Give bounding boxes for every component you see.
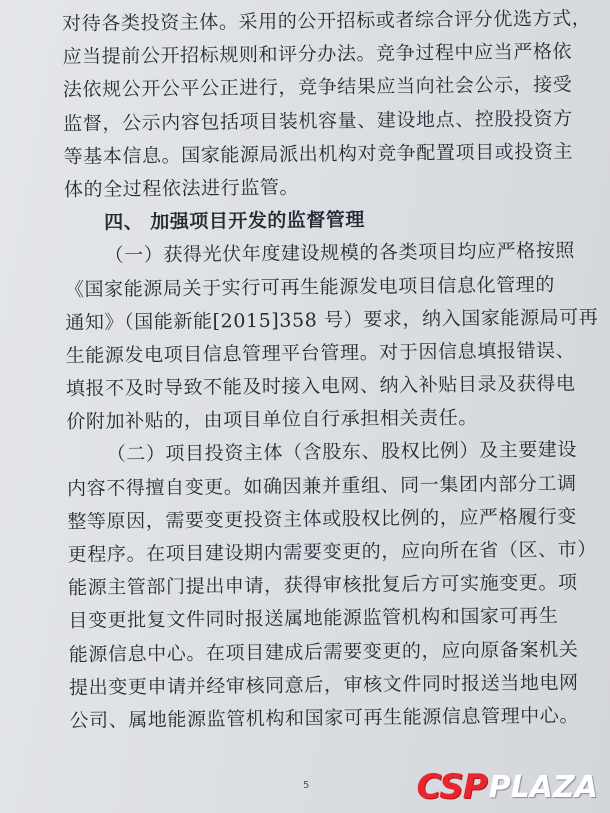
text-line: 《国家能源局关于实行可再生能源发电项目信息化管理的 — [64, 273, 556, 301]
paragraph-start: （一）获得光伏年度建设规模的各类项目均应严格按照 — [104, 239, 576, 267]
text-line: 应当提前公开招标规则和评分办法。竞争过程中应当严格依 — [62, 40, 573, 69]
text-line: 提出变更申请并经审核同意后，审核文件同时报送当地电网 — [69, 671, 579, 699]
text-line: 监督，公示内容包括项目装机容量、建设地点、控股投资方 — [63, 107, 573, 135]
text-line: 内容不得擅自变更。如确因兼并重组、同一集团内部分工调 — [66, 472, 577, 500]
page-number: 5 — [303, 780, 310, 791]
watermark-logo — [417, 767, 598, 807]
text-line: 能源主管部门提出申请，获得审核批复后方可实施变更。项 — [67, 571, 578, 600]
text-line: 体的全过程依法进行监管。 — [63, 176, 300, 201]
paragraph-start: （二）项目投资主体（含股东、股权比例）及主要建设 — [106, 439, 578, 466]
watermark-csp: CSP — [416, 767, 487, 807]
text-line: 能源信息中心。在项目建成后需要变更的，应向原备案机关 — [68, 638, 579, 666]
watermark-plaza: PLAZA — [488, 769, 598, 805]
document-body — [62, 3, 599, 739]
text-line: 等基本信息。国家能源局派出机构对竞争配置项目或投资主 — [63, 140, 574, 168]
text-line: 法依规公开公平公正进行，竞争结果应当向社会公示，接受 — [62, 74, 573, 102]
text-line: 对待各类投资主体。采用的公开招标或者综合评分优选方式， — [62, 7, 592, 35]
text-line: 公司、属地能源监管机构和国家可再生能源信息管理中心。 — [69, 704, 580, 732]
section-heading: 四、 加强项目开发的监督管理 — [104, 208, 365, 234]
text-line: 通知》（国能新能[2015]358 号）要求，纳入国家能源局可再 — [65, 306, 599, 334]
text-line: 更程序。在项目建设期内需要变更的，应向所在省（区、市） — [67, 538, 598, 566]
text-line: 生能源发电项目信息管理平台管理。对于因信息填报错误、 — [65, 339, 576, 367]
text-line: 填报不及时导致不能及时接入电网、纳入补贴目录及获得电 — [65, 372, 576, 401]
text-line: 价附加补贴的，由项目单位自行承担相关责任。 — [66, 406, 479, 434]
text-line: 整等原因，需要变更投资主体或股权比例的，应严格履行变 — [67, 505, 578, 533]
text-line: 目变更批复文件同时报送属地能源监管机构和国家可再生 — [68, 605, 559, 633]
